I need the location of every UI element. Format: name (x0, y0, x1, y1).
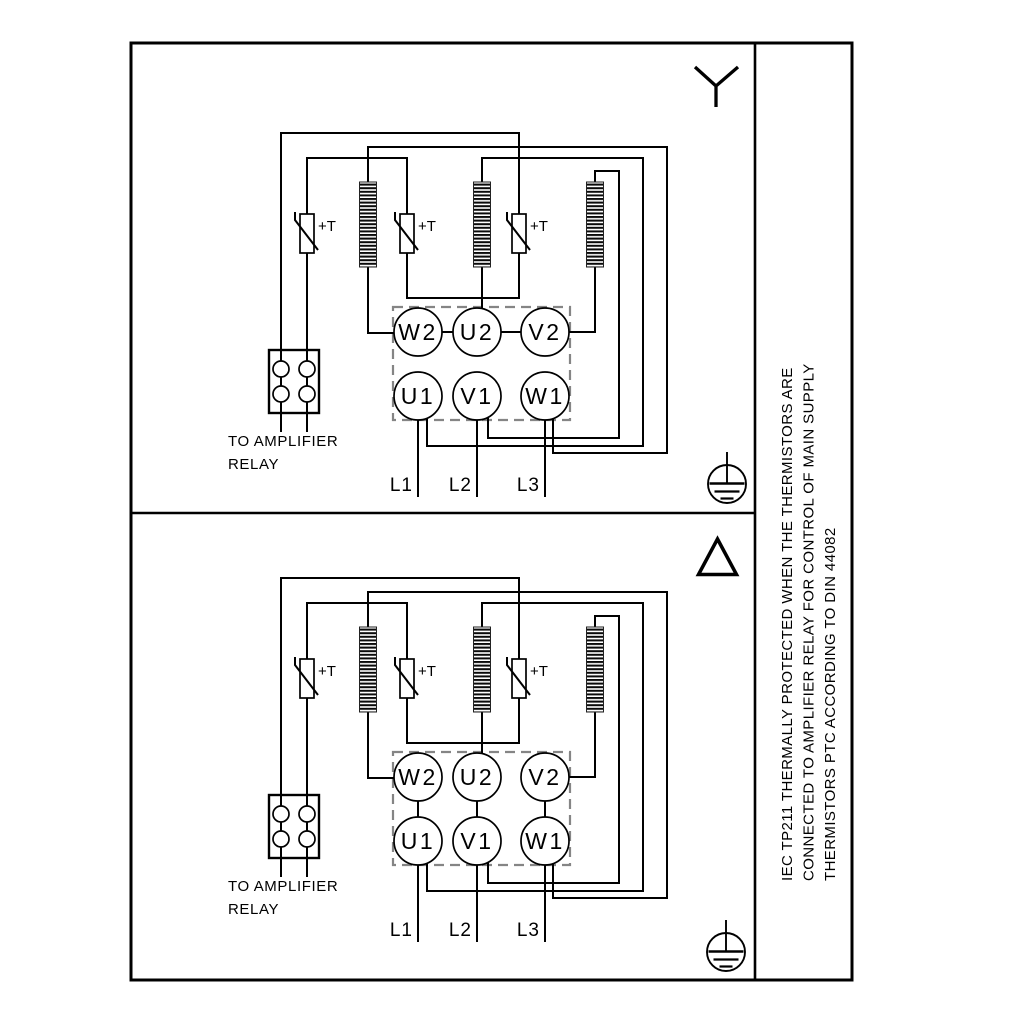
supply-label-l1: L1 (389, 475, 413, 496)
thermistor-label: +T (530, 663, 548, 680)
star-connection-icon (695, 67, 738, 107)
relay-caption-line1: TO AMPLIFIER (228, 878, 339, 895)
delta-bridge-links (418, 801, 545, 817)
terminal-label-u2: U2 (459, 764, 495, 790)
panel-star (228, 67, 746, 503)
terminal-label-v1: V1 (460, 828, 494, 854)
terminal-label-v1: V1 (460, 383, 494, 409)
ground-icon (708, 452, 746, 503)
thermistor-label: +T (318, 218, 336, 235)
panel-delta (228, 539, 745, 971)
relay-caption-line1: TO AMPLIFIER (228, 433, 339, 450)
terminal-label-u1: U1 (400, 383, 436, 409)
side-note (779, 363, 839, 881)
side-note-line2: CONNECTED TO AMPLIFIER RELAY FOR CONTROL OF MAIN SUPPLY (800, 363, 818, 881)
side-note-line1: IEC TP211 THERMALLY PROTECTED WHEN THE THERMISTORS ARE (779, 367, 796, 881)
supply-label-l2: L2 (448, 920, 472, 941)
thermistor-label: +T (318, 663, 336, 680)
supply-label-l1: L1 (389, 920, 413, 941)
terminal-label-u1: U1 (400, 828, 436, 854)
supply-label-l3: L3 (516, 475, 540, 496)
side-note-line3: THERMISTORS PTC ACCORDING TO DIN 44082 (822, 527, 839, 881)
thermistor-label: +T (418, 218, 436, 235)
supply-label-l3: L3 (516, 920, 540, 941)
thermistor-label: +T (418, 663, 436, 680)
terminal-label-w1: W1 (525, 383, 565, 409)
terminal-label-w2: W2 (398, 764, 438, 790)
terminal-label-v2: V2 (528, 319, 562, 345)
terminal-label-w1: W1 (525, 828, 565, 854)
terminal-label-v2: V2 (528, 764, 562, 790)
delta-connection-icon (699, 539, 737, 575)
ground-icon (707, 920, 745, 971)
terminal-label-w2: W2 (398, 319, 438, 345)
terminal-label-u2: U2 (459, 319, 495, 345)
thermistor-label: +T (530, 218, 548, 235)
supply-label-l2: L2 (448, 475, 472, 496)
relay-caption-line2: RELAY (228, 901, 280, 918)
relay-caption-line2: RELAY (228, 456, 280, 473)
